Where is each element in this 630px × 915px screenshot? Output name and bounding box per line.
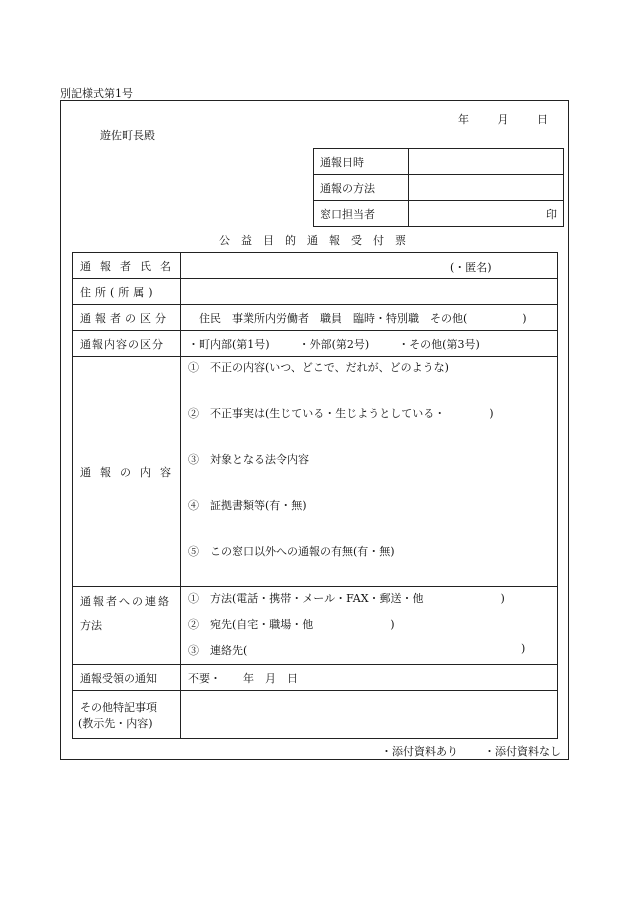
report-content-field[interactable] — [181, 357, 558, 587]
report-content-label: 通報の内容 — [73, 357, 181, 587]
content-item-5: ⑤ この窓口以外への通報の有無(有・無) — [188, 545, 395, 558]
reception-label-method: 通報の方法 — [314, 175, 409, 201]
option-external[interactable]: ・外部(第2号) — [298, 337, 370, 351]
other-notes-label: その他特記事項 (教示先・内容) — [73, 691, 181, 739]
reporter-name-field[interactable] — [181, 253, 558, 279]
address-label: 住所(所属) — [73, 279, 181, 305]
table-row — [73, 691, 558, 739]
table-row — [73, 305, 558, 331]
content-category-options — [181, 331, 558, 357]
reception-label-datetime: 通報日時 — [314, 149, 409, 175]
form-number: 別記様式第1号 — [60, 87, 133, 100]
receipt-notice-field[interactable]: 不要・ 年 月 日 — [181, 665, 558, 691]
content-item-4: ④ 証拠書類等(有・無) — [188, 499, 307, 512]
reception-method-field[interactable] — [409, 175, 564, 201]
address-field[interactable] — [181, 279, 558, 305]
report-form-table — [72, 252, 558, 739]
reception-row — [314, 149, 564, 175]
reception-label-staff: 窓口担当者 — [314, 201, 409, 227]
addressee: 遊佐町長殿 — [100, 129, 155, 142]
option-internal[interactable]: ・町内部(第1号) — [188, 337, 270, 351]
table-row — [73, 253, 558, 279]
date-year-label: 年 — [458, 113, 469, 126]
other-notes-field[interactable] — [181, 691, 558, 739]
page-title: 公益目的通報受付票 — [219, 234, 417, 247]
table-row — [73, 331, 558, 357]
contact-item-2: ② 宛先(自宅・職場・他 ) — [188, 618, 395, 631]
reception-row — [314, 201, 564, 227]
contact-item-1: ① 方法(電話・携帯・メール・FAX・郵送・他 ) — [188, 592, 505, 605]
table-row — [73, 279, 558, 305]
contact-field[interactable] — [181, 587, 558, 665]
attachment-options — [381, 743, 561, 759]
attachment-yes[interactable]: ・添付資料あり — [381, 745, 458, 758]
date-line — [458, 111, 548, 127]
table-row — [73, 665, 558, 691]
reception-staff-field[interactable] — [409, 201, 564, 227]
content-item-2: ② 不正事実は(生じている・生じようとしている・ ) — [188, 407, 494, 420]
reporter-category-options[interactable]: 住民 事業所内労働者 職員 臨時・特別職 その他( ) — [181, 305, 558, 331]
content-item-1: ① 不正の内容(いつ、どこで、だれが、どのような) — [188, 361, 449, 374]
receipt-notice-label: 通報受領の通知 — [73, 665, 181, 691]
contact-close-paren: ) — [521, 642, 526, 655]
content-item-3: ③ 対象となる法令内容 — [188, 453, 309, 466]
table-row — [73, 587, 558, 665]
contact-item-3: ③ 連絡先( — [188, 644, 248, 657]
reporter-name-label: 通報者氏名 — [73, 253, 181, 279]
option-other[interactable]: ・その他(第3号) — [398, 337, 480, 351]
attachment-no[interactable]: ・添付資料なし — [484, 745, 561, 758]
contact-label: 通報者への連絡 方法 — [73, 587, 181, 665]
table-row — [73, 357, 558, 587]
date-month-label: 月 — [497, 113, 509, 126]
reception-row — [314, 175, 564, 201]
seal-mark: 印 — [546, 208, 557, 221]
reception-box — [313, 148, 564, 227]
anonymous-option[interactable]: (・匿名) — [450, 261, 492, 274]
reception-datetime-field[interactable] — [409, 149, 564, 175]
content-category-label: 通報内容の区分 — [73, 331, 181, 357]
reporter-category-label: 通報者の区分 — [73, 305, 181, 331]
date-day-label: 日 — [537, 113, 548, 126]
